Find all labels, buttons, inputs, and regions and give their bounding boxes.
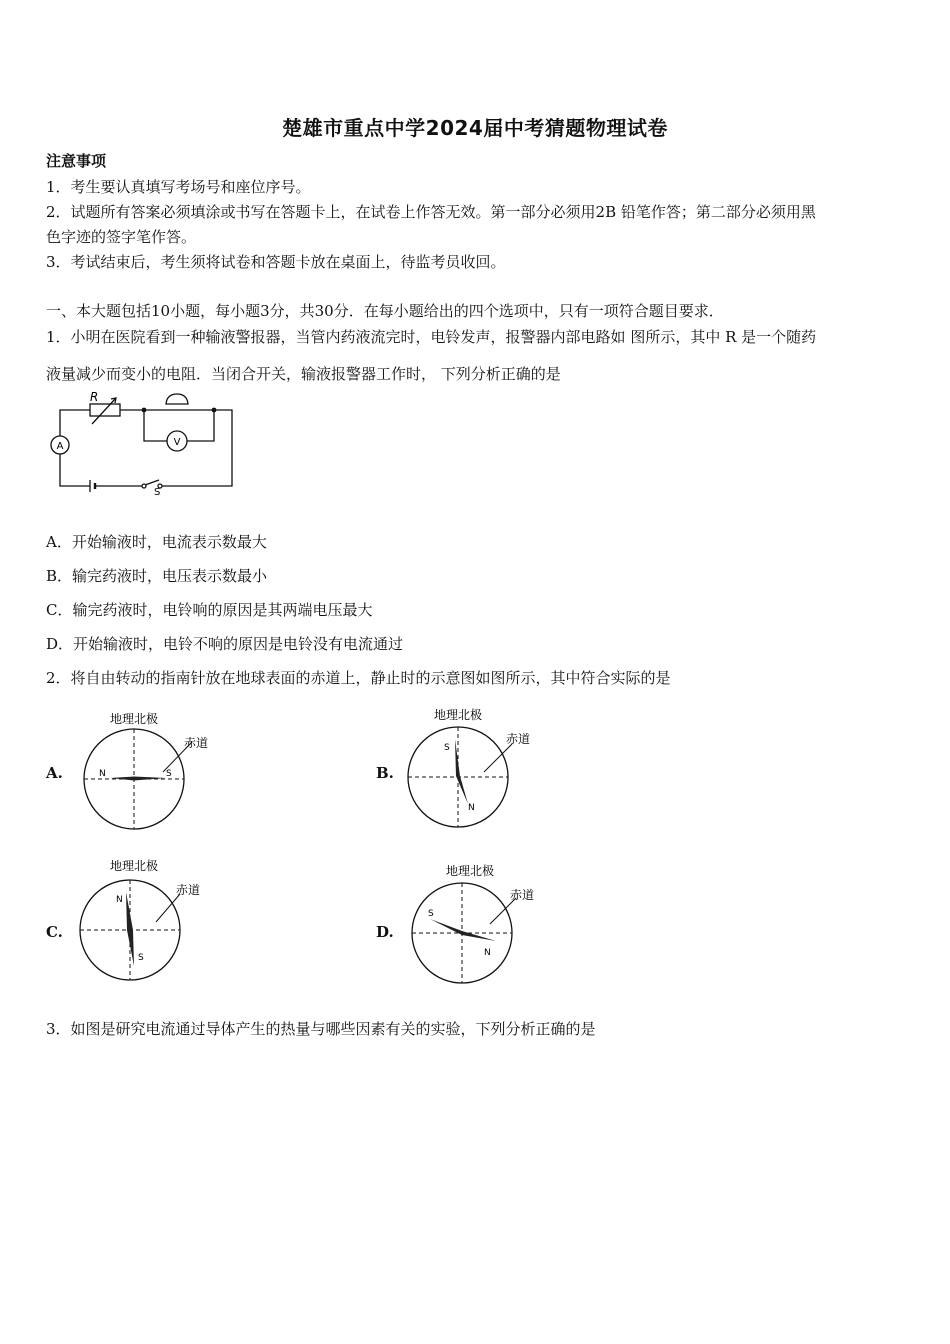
voltmeter-label: V [173, 437, 181, 448]
needle-s-label: S [166, 769, 172, 779]
ammeter-label: A [56, 441, 64, 452]
section-1-heading: 一、本大题包括10小题，每小题3分，共30分．在每小题给出的四个选项中，只有一项符合题目要求． [46, 302, 724, 320]
needle-n-label: N [468, 803, 475, 813]
q1-text-line1: 1．小明在医院看到一种输液警报器，当管内药液流完时，电铃发声，报警器内部电路如 图所示，其中 R 是一个随药 [46, 328, 817, 346]
resistor-label: R [90, 390, 99, 404]
q3-text: 3．如图是研究电流通过导体产生的热量与哪些因素有关的实验，下列分析正确的是 [46, 1020, 596, 1038]
notice-item-3: 3．考试结束后，考生须将试卷和答题卡放在桌面上，待监考员收回。 [46, 253, 506, 271]
q1-option-c[interactable]: C．输完药液时，电铃响的原因是其两端电压最大 [46, 601, 373, 619]
switch-label: S [154, 487, 161, 498]
q1-option-d[interactable]: D．开始输液时，电铃不响的原因是电铃没有电流通过 [46, 635, 404, 653]
needle-s-label: S [138, 953, 144, 963]
q1-text-line2: 液量减少而变小的电阻．当闭合开关，输液报警器工作时， 下列分析正确的是 [46, 365, 561, 383]
geographic-north-pole-label: 地理北极 [109, 859, 159, 873]
q2-diagram-d [408, 858, 558, 988]
q1-option-b[interactable]: B．输完药液时，电压表示数最小 [46, 567, 268, 585]
q2-option-a-label[interactable]: A. [46, 764, 63, 782]
q2-option-c-label[interactable]: C. [46, 923, 63, 941]
q1-circuit-diagram [44, 390, 244, 500]
notice-item-2-cont: 色字迹的签字笔作答。 [46, 228, 197, 246]
q2-diagram-c [76, 854, 226, 984]
equator-label: 赤道 [184, 736, 209, 750]
notice-item-1: 1．考生要认真填写考场号和座位序号。 [46, 178, 311, 196]
q1-option-a[interactable]: A．开始输液时，电流表示数最大 [46, 533, 267, 551]
needle-n-label: N [99, 769, 106, 779]
q2-diagram-a [80, 706, 220, 836]
equator-label: 赤道 [176, 883, 201, 897]
q2-option-d-label[interactable]: D. [376, 923, 394, 941]
needle-n-label: N [484, 948, 491, 958]
q2-diagram-b [404, 704, 554, 834]
equator-label: 赤道 [506, 732, 531, 746]
needle-n-label: N [116, 895, 123, 905]
needle-s-label: S [444, 743, 450, 753]
q2-option-b-label[interactable]: B. [376, 764, 394, 782]
notice-heading: 注意事项 [46, 152, 107, 170]
equator-label: 赤道 [510, 888, 535, 902]
geographic-north-pole-label: 地理北极 [433, 708, 483, 722]
page-title: 楚雄市重点中学2024届中考猜题物理试卷 [282, 116, 668, 140]
needle-s-label: S [428, 909, 434, 919]
notice-item-2: 2．试题所有答案必须填涂或书写在答题卡上，在试卷上作答无效。第一部分必须用2B 铅笔作答；第二部分必须用黑 [46, 203, 816, 221]
geographic-north-pole-label: 地理北极 [445, 864, 495, 878]
geographic-north-pole-label: 地理北极 [109, 712, 159, 726]
q2-text: 2．将自由转动的指南针放在地球表面的赤道上，静止时的示意图如图所示，其中符合实际的是 [46, 669, 671, 687]
